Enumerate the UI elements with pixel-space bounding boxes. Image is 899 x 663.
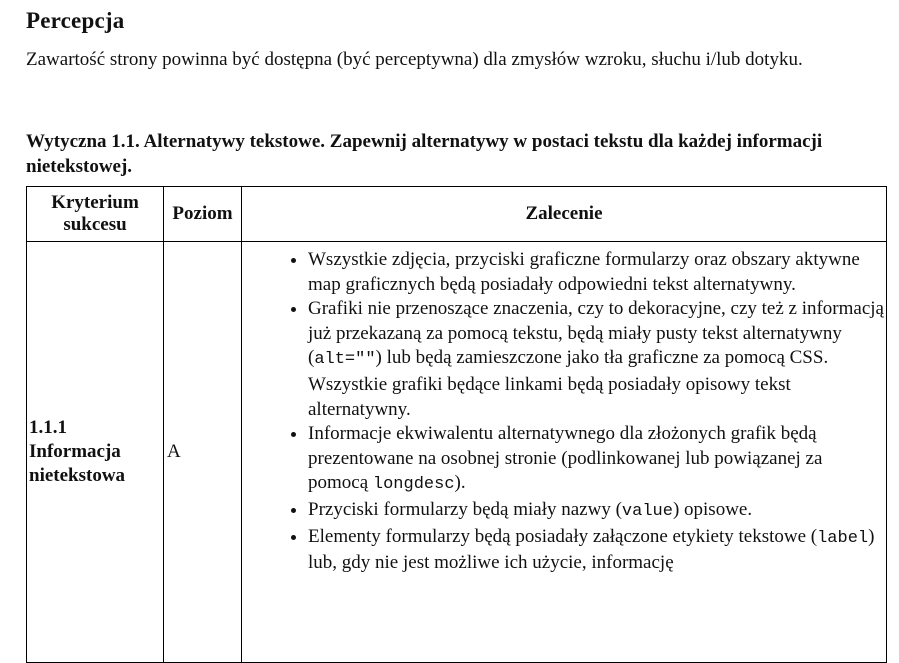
code-snippet: longdesc bbox=[372, 475, 455, 495]
list-item-text: Grafiki nie przenoszące znaczenia, czy to dekoracyjne, czy też z informacją już przekazaną za pomocą tekstu, będą miały pusty tekst alternatywny ( bbox=[308, 298, 884, 369]
list-item-text: ) lub, gdy nie jest możliwe ich użycie, informację bbox=[308, 525, 875, 574]
list-item-text: Elementy formularzy będą posiadały załączone etykiety tekstowe ( bbox=[308, 525, 818, 547]
criterion-cell bbox=[27, 242, 164, 663]
section-title: Percepcja bbox=[26, 8, 125, 33]
list-item-text: ) lub będą zamieszczone jako tła graficzne za pomocą CSS. Wszystkie grafiki będące linkami będą posiadały opisowy tekst alternatywny. bbox=[308, 347, 829, 420]
table-row bbox=[27, 242, 887, 663]
criteria-table bbox=[26, 186, 887, 663]
list-item bbox=[308, 525, 886, 576]
list-item-text: Wszystkie zdjęcia, przyciski graficzne formularzy oraz obszary aktywne map graficznych będą posiadały odpowiedni tekst alternatywny. bbox=[308, 249, 860, 295]
list-item bbox=[308, 498, 886, 525]
list-item-text: Informacje ekwiwalentu alternatywnego dla złożonych grafik będą prezentowane na osobnej stronie (podlinkowanej lub powiązanej za pomocą bbox=[308, 423, 823, 494]
guideline-title: Wytyczna 1.1. Alternatywy tekstowe. Zapewnij alternatywy w postaci tekstu dla każdej informacji nietekstowej. bbox=[26, 131, 823, 177]
recommendation-cell bbox=[242, 242, 887, 663]
code-snippet: alt="" bbox=[314, 350, 376, 370]
code-snippet: value bbox=[621, 501, 673, 521]
list-item-text: Przyciski formularzy będą miały nazwy ( bbox=[308, 498, 622, 520]
header-criterion: Kryterium sukcesu bbox=[27, 187, 164, 242]
header-level: Poziom bbox=[164, 187, 242, 242]
list-item bbox=[308, 422, 886, 498]
list-item bbox=[308, 297, 886, 422]
criterion-number: 1.1.1 bbox=[29, 417, 67, 438]
list-item-text: ) opisowe. bbox=[672, 498, 753, 520]
list-item-text: ). bbox=[454, 472, 466, 494]
section-intro: Zawartość strony powinna być dostępna (być perceptywna) dla zmysłów wzroku, słuchu i/lub dotyku. bbox=[26, 49, 803, 70]
criterion-name: Informacja nietekstowa bbox=[29, 441, 126, 486]
code-snippet: label bbox=[817, 528, 869, 548]
header-recommendation: Zalecenie bbox=[242, 187, 887, 242]
level-cell: A bbox=[164, 242, 242, 663]
list-item bbox=[308, 248, 886, 297]
recommendation-list bbox=[242, 248, 886, 576]
table-header-row bbox=[27, 187, 887, 242]
